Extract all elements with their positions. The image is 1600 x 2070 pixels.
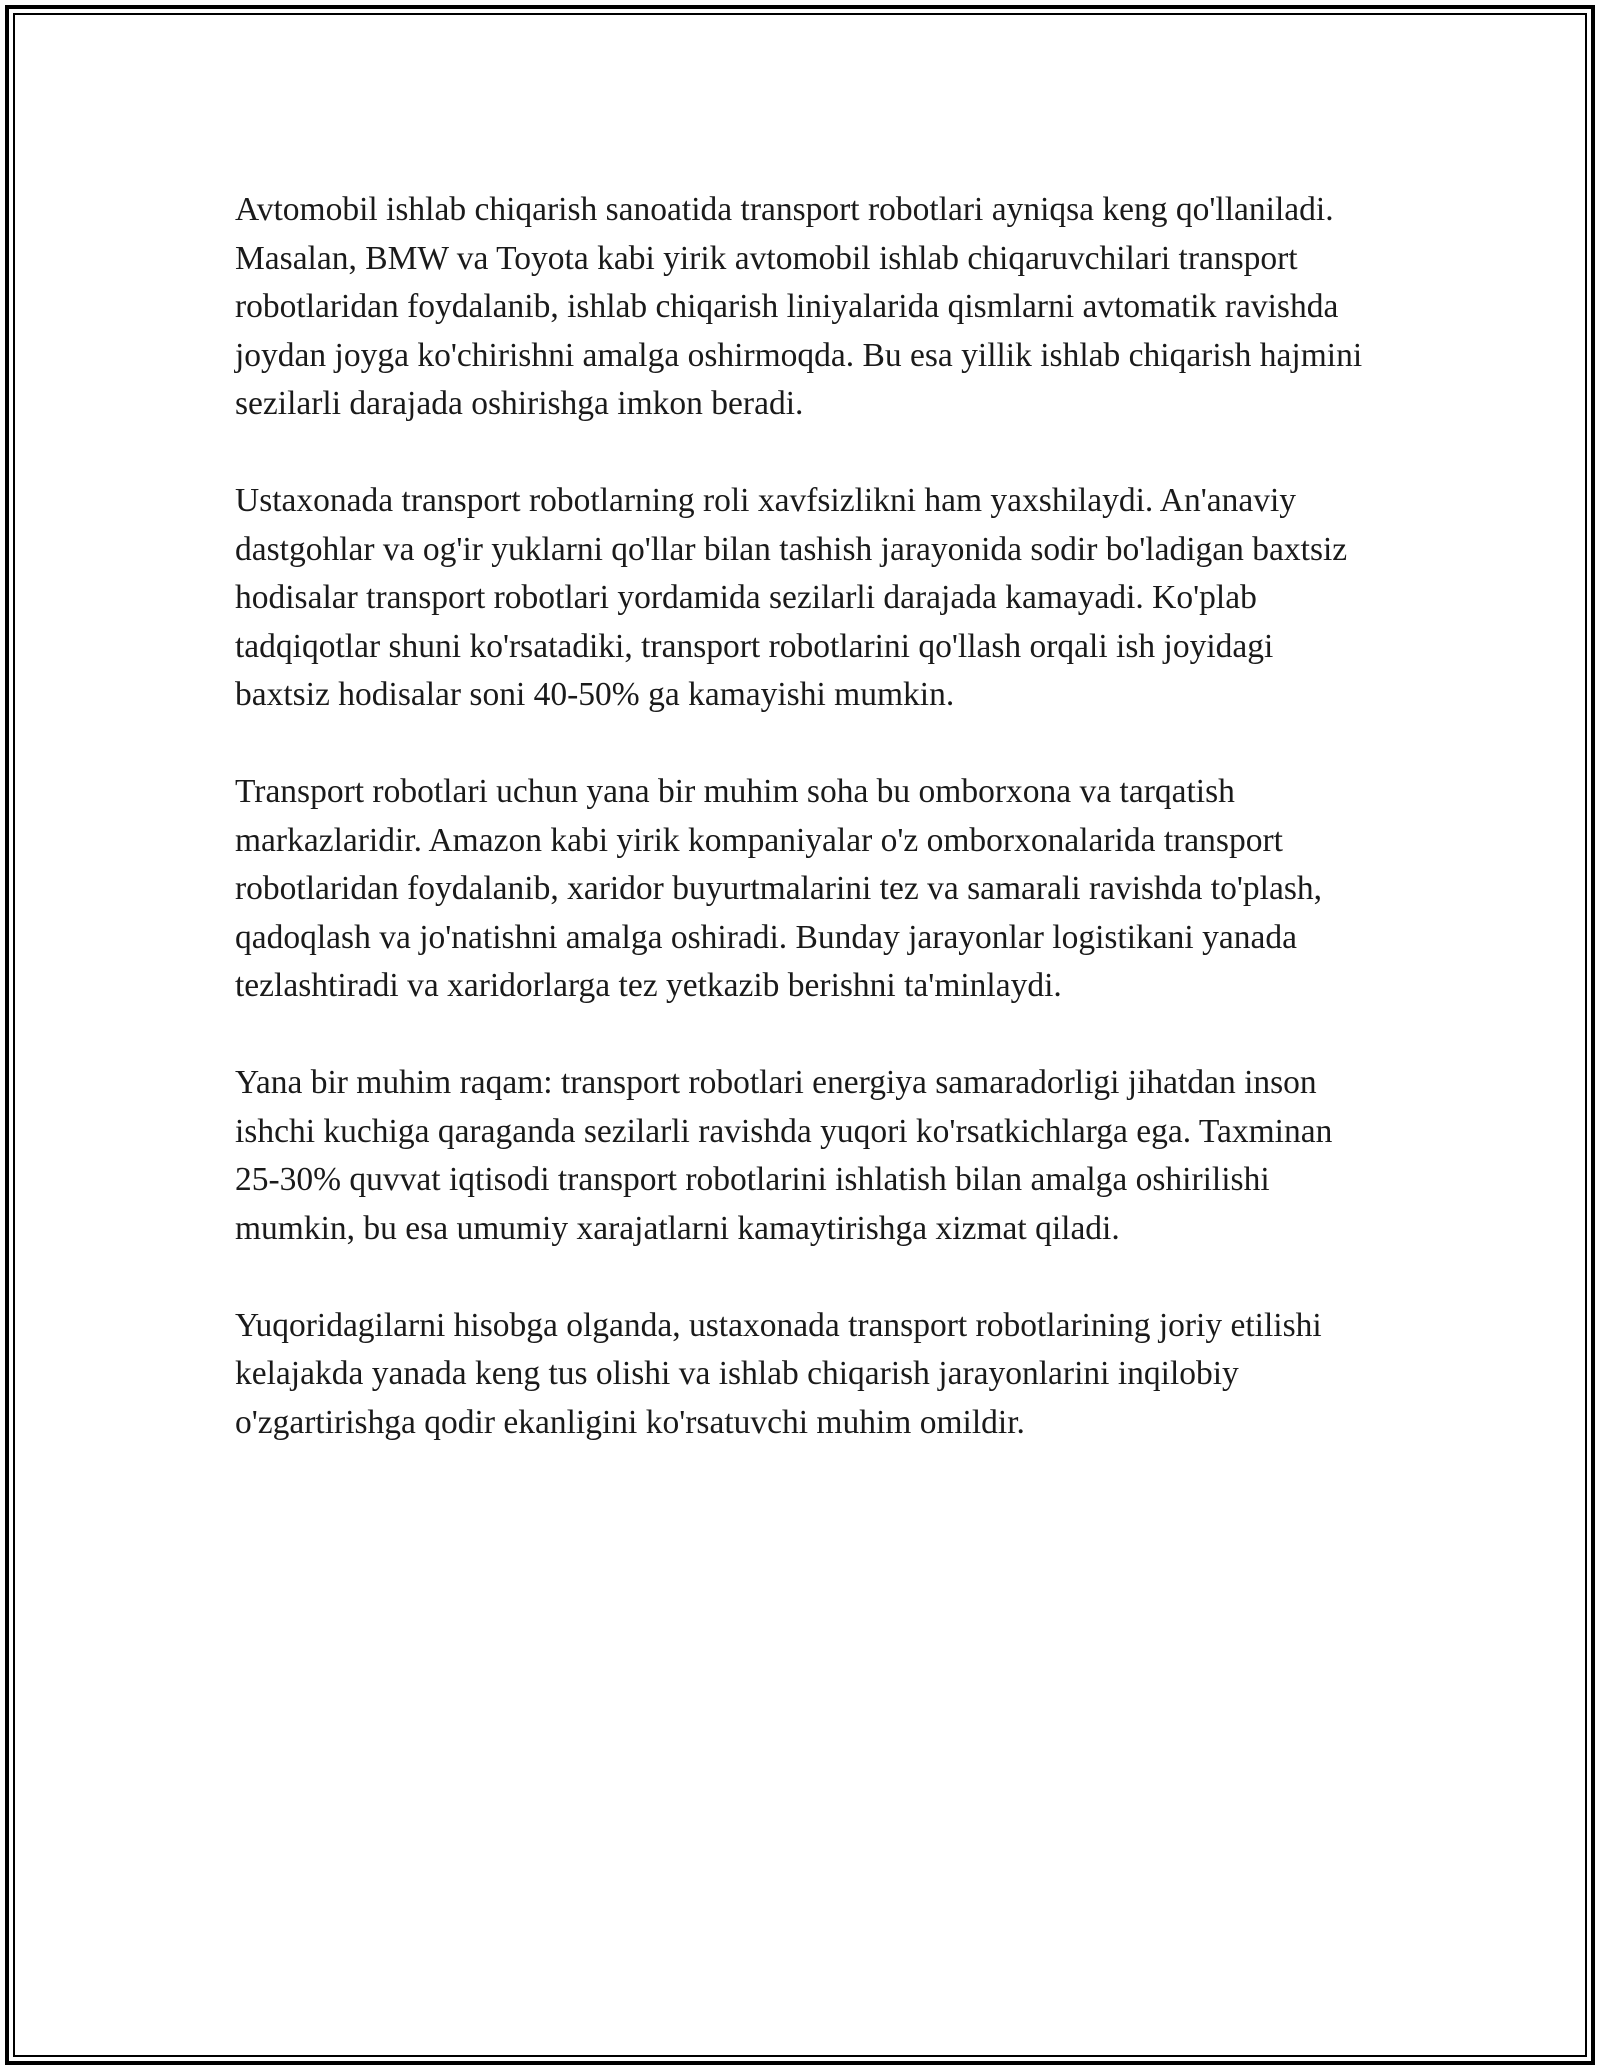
paragraph-2: Ustaxonada transport robotlarning roli xavfsizlikni ham yaxshilaydi. An'anaviy dastgohlar va og'ir yuklarni qo'llar bilan tashish jarayonida sodir bo'ladigan baxtsiz hodisalar transport robotlari yordamida sezilarli darajada kamayadi. Ko'plab tadqiqotlar shuni ko'rsatadiki, transport robotlarini qo'llash orqali ish joyidagi baxtsiz hodisalar soni 40-50% ga kamayishi mumkin. — [235, 482, 1348, 713]
paragraph-4: Yana bir muhim raqam: transport robotlari energiya samaradorligi jihatdan inson ishchi kuchiga qaraganda sezilarli ravishda yuqori ko'rsatkichlarga ega. Taxminan 25-30% quvvat iqtisodi transport robotlarini ishlatish bilan amalga oshirilishi mumkin, bu esa umumiy xarajatlarni kamaytirishga xizmat qiladi. — [235, 1064, 1333, 1247]
document-body — [235, 186, 1375, 1447]
paragraph-1: Avtomobil ishlab chiqarish sanoatida transport robotlari ayniqsa keng qo'llaniladi. Masalan, BMW va Toyota kabi yirik avtomobil ishlab chiqaruvchilari transport robotlaridan foydalanib, ishlab chiqarish liniyalarida qismlarni avtomatik ravishda joydan joyga ko'chirishni amalga oshirmoqda. Bu esa yillik ishlab chiqarish hajmini sezilarli darajada oshirishga imkon beradi. — [235, 191, 1363, 422]
paragraph-3: Transport robotlari uchun yana bir muhim soha bu omborxona va tarqatish markazlaridir. Amazon kabi yirik kompaniyalar o'z omborxonalarida transport robotlaridan foydalanib, xaridor buyurtmalarini tez va samarali ravishda to'plash, qadoqlash va jo'natishni amalga oshiradi. Bunday jarayonlar logistikani yanada tezlashtiradi va xaridorlarga tez yetkazib berishni ta'minlaydi. — [235, 773, 1322, 1004]
paragraph-5: Yuqoridagilarni hisobga olganda, ustaxonada transport robotlarining joriy etilishi kelajakda yanada keng tus olishi va ishlab chiqarish jarayonlarini inqilobiy o'zgartirishga qodir ekanligini ko'rsatuvchi muhim omildir. — [235, 1306, 1322, 1441]
